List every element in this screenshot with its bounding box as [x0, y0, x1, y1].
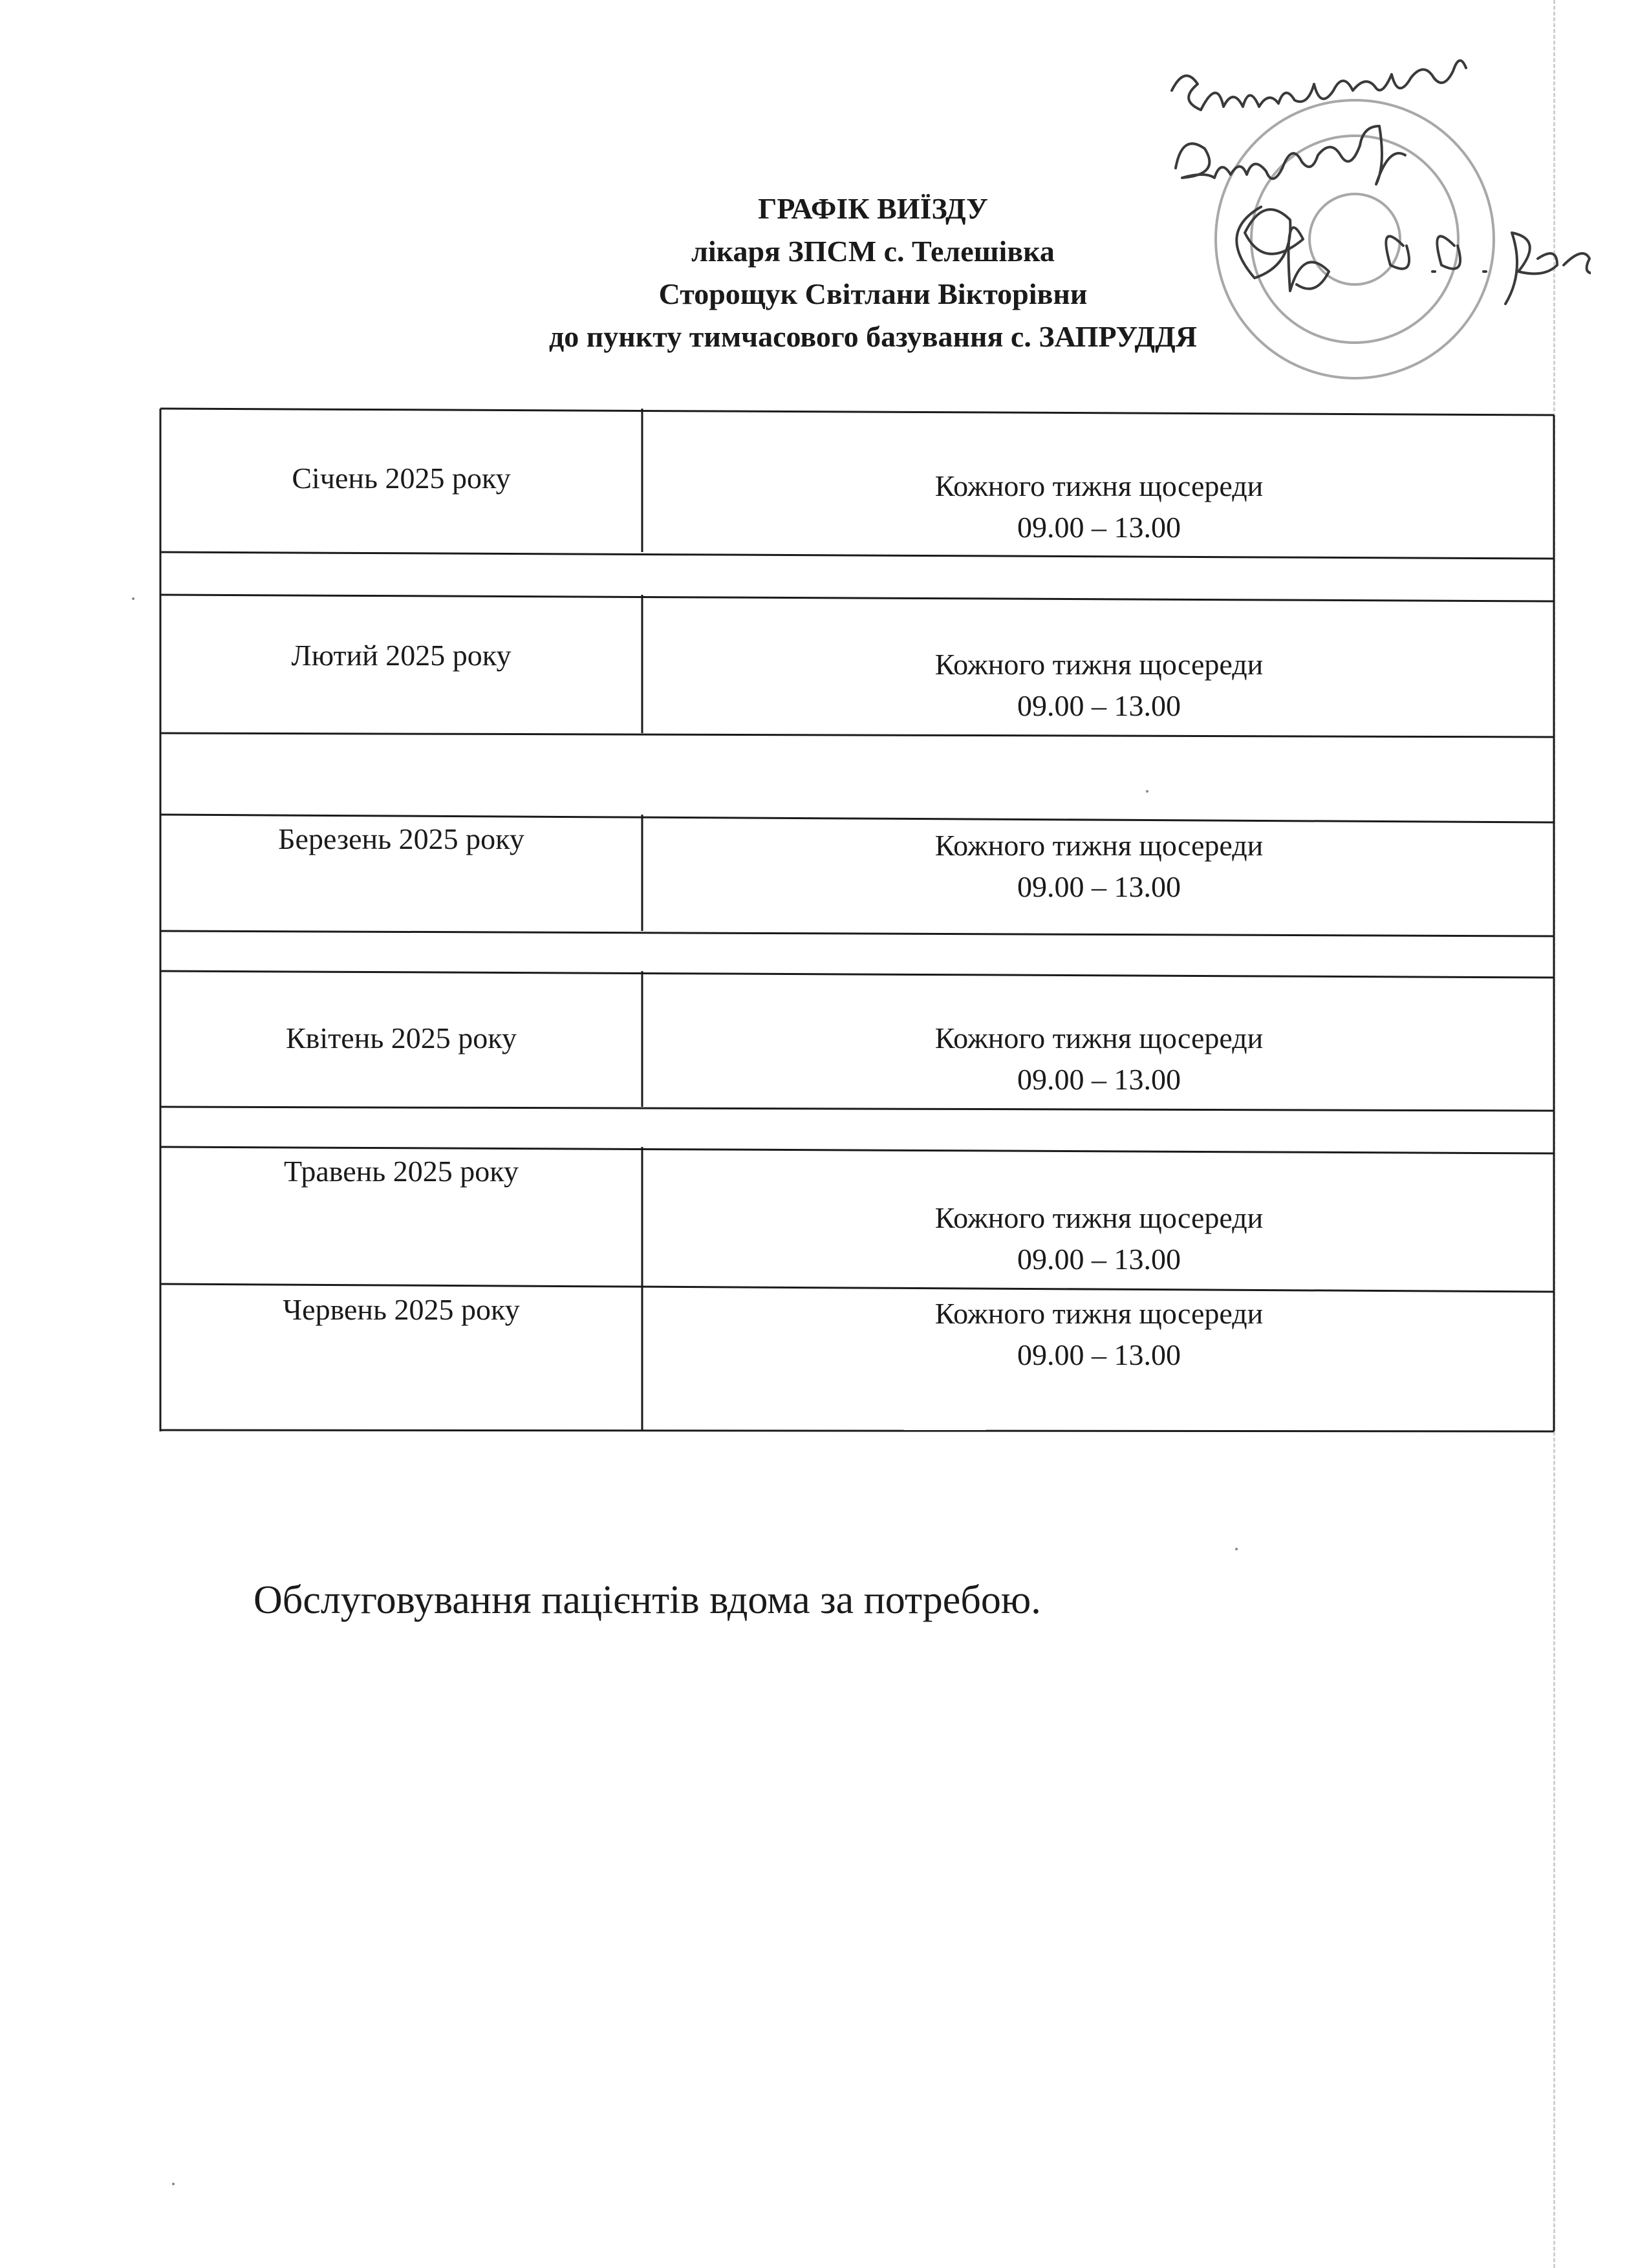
title-line-4: до пункту тимчасового базування с. ЗАПРУДДЯ [548, 320, 1198, 353]
visit-frequency: Кожного тижня щосереди [934, 1022, 1264, 1054]
visit-cell [642, 1293, 1556, 1376]
visit-frequency: Кожного тижня щосереди [934, 469, 1264, 502]
visit-cell [642, 644, 1556, 727]
visit-cell [642, 1018, 1556, 1100]
visit-cell [642, 1197, 1556, 1280]
visit-hours: 09.00 – 13.00 [1017, 1063, 1181, 1096]
title-line-2: лікаря ЗПСМ с. Телешівка [691, 235, 1055, 268]
document-title-block [323, 187, 1423, 358]
visit-cell [642, 825, 1556, 908]
visit-frequency: Кожного тижня щосереди [934, 648, 1264, 681]
scan-speck [172, 2183, 175, 2185]
footer-note: Обслуговування пацієнтів вдома за потребою. [253, 1578, 1041, 1622]
month-cell: Квітень 2025 року [286, 1022, 517, 1054]
visit-frequency: Кожного тижня щосереди [934, 1297, 1264, 1330]
handwriting-line2 [1176, 126, 1405, 184]
scan-speck [1235, 1548, 1238, 1550]
month-cell: Лютий 2025 року [291, 639, 512, 672]
month-cell: Березень 2025 року [278, 822, 524, 855]
scan-speck [132, 597, 135, 600]
visit-hours: 09.00 – 13.00 [1017, 689, 1181, 722]
schedule-table [160, 409, 1556, 1431]
title-line-1: ГРАФІК ВИЇЗДУ [758, 192, 988, 225]
visit-cell [642, 465, 1556, 548]
month-cell: Січень 2025 року [292, 462, 511, 495]
handwriting-line1 [1172, 61, 1466, 110]
visit-frequency: Кожного тижня щосереди [934, 829, 1264, 862]
title-line-3: Сторощук Світлани Вікторівни [658, 277, 1088, 310]
visit-hours: 09.00 – 13.00 [1017, 1243, 1181, 1276]
scan-speck [1146, 790, 1148, 793]
month-cell: Травень 2025 року [284, 1155, 519, 1188]
visit-frequency: Кожного тижня щосереди [934, 1201, 1264, 1234]
month-cell: Червень 2025 року [283, 1293, 520, 1326]
visit-hours: 09.00 – 13.00 [1017, 870, 1181, 903]
visit-hours: 09.00 – 13.00 [1017, 1338, 1181, 1371]
visit-hours: 09.00 – 13.00 [1017, 511, 1181, 544]
